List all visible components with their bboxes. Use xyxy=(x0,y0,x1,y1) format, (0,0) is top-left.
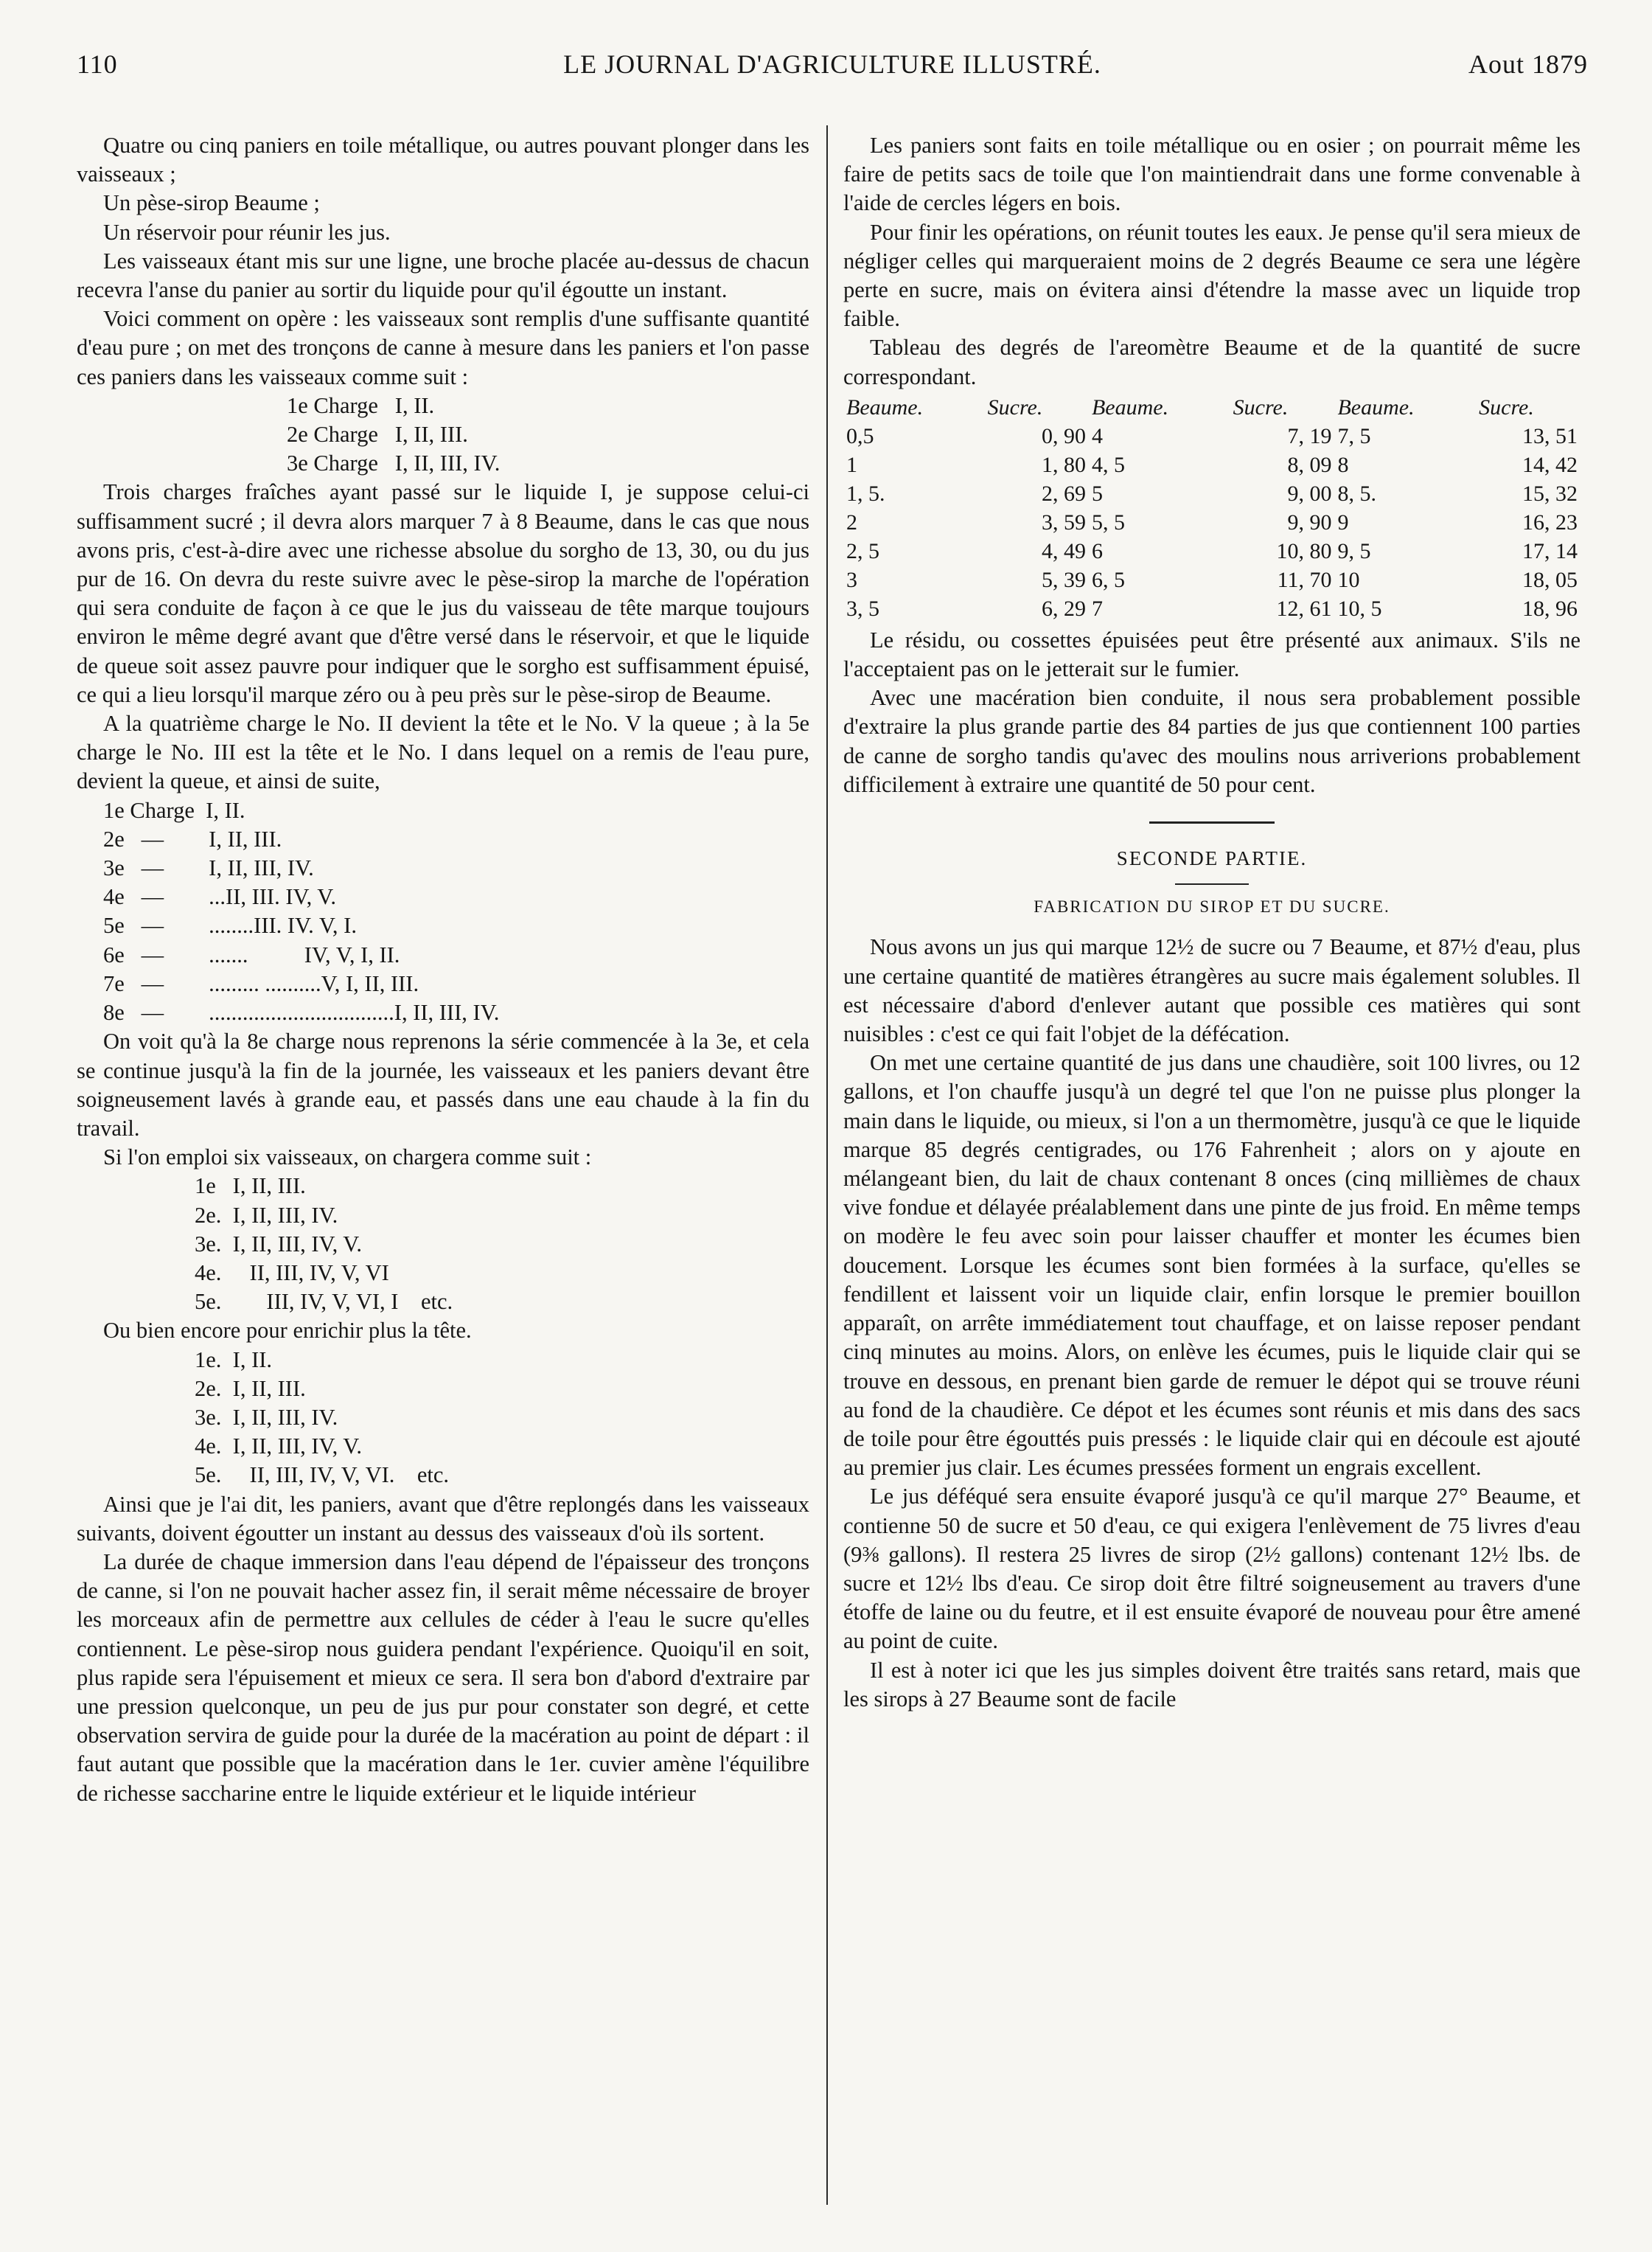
charge-line: 1e Charge I, II. xyxy=(103,797,245,823)
table-cell: 4, 5 xyxy=(1091,452,1125,477)
table-cell: 17, 14 xyxy=(1522,538,1578,563)
paragraph: On voit qu'à la 8e charge nous reprenons la série commencée à la 3e, et cela se continue jusqu'à la fin de la journée, les vaisseaux et les paniers devant être soigneusement lavés à grande eau, et passés dans une eau chaude à la fin du travail. xyxy=(77,1029,809,1141)
section-title: FABRICATION DU SIROP ET DU SUCRE. xyxy=(1034,897,1390,917)
table-cell: 7, 5 xyxy=(1337,423,1371,448)
table-header: Sucre. xyxy=(1479,395,1534,420)
paragraph: Voici comment on opère : les vaisseaux sont remplis d'une suffisante quantité d'eau pure ; on met des tronçons de canne à mesure dans les paniers et l'on passe ces paniers dans les vaisseaux comme suit : xyxy=(77,306,809,389)
table-cell: 10 xyxy=(1337,567,1360,592)
table-cell: 1, 5. xyxy=(846,481,885,506)
page-number: 110 xyxy=(77,49,118,79)
table-cell: 6, 5 xyxy=(1091,567,1125,592)
table-cell: 4 xyxy=(1091,423,1103,448)
charge-line: 4e. I, II, III, IV, V. xyxy=(195,1433,363,1459)
charge-line: 7e — ......... ..........V, I, II, III. xyxy=(103,970,419,996)
table-cell: 18, 96 xyxy=(1522,596,1578,621)
paragraph: Le jus déféqué sera ensuite évaporé jusqu'à ce qu'il marque 27° Beaume, et contienne 50 de sucre et 50 d'eau, ce qui exigera l'enlèvement de 75 livres d'eau (9⅜ gallons). Il restera 25 livres de sirop (2½ gallons) contenant 12½ lbs. de sucre et 12½ lbs d'eau. Ce sirop doit être filtré soigneusement au travers d'une étoffe de laine ou du feutre, et il est ensuite évaporé de nouveau pour être amené au point de cuite. xyxy=(843,1484,1580,1654)
table-header: Beaume. xyxy=(846,395,924,420)
table-cell: 6 xyxy=(1091,538,1103,563)
charge-line: 3e — I, II, III, IV. xyxy=(103,855,314,881)
table-header: Beaume. xyxy=(1337,395,1415,420)
table-cell: 2 xyxy=(846,510,857,535)
paragraph: La durée de chaque immersion dans l'eau dépend de l'épaisseur des tronçons de canne, si l'on ne pouvait hacher assez fin, il serait même nécessaire de broyer les morceaux afin de permettre aux cellules de céder à l'eau le sucre qu'elles contiennent. Le pèse-sirop nous guidera pendant l'expérience. Quoiqu'il en soit, plus rapide sera l'épuisement et mieux ce sera. Il sera bon d'abord d'extraire par une pression quelconque, un peu de jus pur pour constater son degré, et cette observation servira de guide pour la durée de la macération au point de départ : il faut autant que possible que la macération dans le 1er. cuvier amène l'équilibre de richesse saccharine entre le liquide extérieur et le liquide intérieur xyxy=(77,1549,809,1806)
left-column xyxy=(77,131,809,1808)
beaume-sugar-table xyxy=(843,393,1580,623)
paragraph: Ainsi que je l'ai dit, les paniers, avant que d'être replongés dans les vaisseaux suivants, doivent égoutter un instant au dessus des vaisseaux d'où ils sortent. xyxy=(77,1491,809,1546)
table-cell: 1, 80 xyxy=(1041,452,1086,477)
table-cell: 4, 49 xyxy=(1041,538,1086,563)
table-header: Sucre. xyxy=(1233,395,1289,420)
table-row xyxy=(843,537,1580,566)
table-cell: 10, 80 xyxy=(1276,538,1332,563)
table-cell: 15, 32 xyxy=(1522,481,1578,506)
table-cell: 3, 59 xyxy=(1041,510,1086,535)
paragraph: Nous avons un jus qui marque 12½ de sucre ou 7 Beaume, et 87½ d'eau, plus une certaine quantité de matières étrangères au sucre mais également solubles. Il est nécessaire d'abord d'enlever autant que possible ces matières qui sont nuisibles : c'est ce qui fait l'objet de la défécation. xyxy=(843,934,1580,1047)
right-column xyxy=(843,131,1580,1714)
table-row xyxy=(843,479,1580,508)
paragraph: On met une certaine quantité de jus dans une chaudière, soit 100 livres, ou 12 gallons, et l'on chauffe jusqu'à un degré tel que l'on ne puisse plus plonger la main dans le liquide, ou mieux, si l'on a un thermomètre, jusqu'à ce que le liquide marque 85 degrés centigrades, ou 176 Fahrenheit ; alors on y ajoute en mélangeant bien, du lait de chaux contenant 8 onces (cinq millièmes de chaux vive fondue et délayée préalablement dans une pinte de jus froid. En même temps on modère le feu avec soin pour laisser chauffer et monter les écumes bien doucement. Lorsque les écumes sont bien formées à la surface, qu'elles se fendillent et laissent voir un liquide clair, enfin lorsque le premier bouillon apparaît, on arrête immédiatement tout chauffage, et on laisse reposer pendant cinq minutes au moins. Alors, on enlève les écumes, puis le liquide clair qui se trouve en dessous, en prenant bien garde de remuer le dépot qui se trouve réuni au fond de la chaudière. Ce dépot et les écumes sont réunis et mis dans des sacs de toile pour être égouttés puis pressés : le liquide clair qui en découle est ajouté au premier jus clair. Les écumes pressées forment un engrais excellent. xyxy=(843,1050,1580,1481)
charge-line: 5e. II, III, IV, V, VI. etc. xyxy=(195,1462,450,1488)
table-row xyxy=(843,422,1580,451)
charge-line: 1e Charge I, II. xyxy=(287,392,435,418)
paragraph: Les paniers sont faits en toile métallique ou en osier ; on pourrait même les faire de petits sacs de toile que l'on maintiendrait dans une forme convenable à l'aide de cercles légers en bois. xyxy=(843,133,1580,216)
charge-line: 3e. I, II, III, IV, V. xyxy=(195,1231,363,1257)
table-cell: 9, 00 xyxy=(1287,481,1332,506)
table-cell: 12, 61 xyxy=(1276,596,1332,621)
table-cell: 7, 19 xyxy=(1287,423,1332,448)
table-cell: 6, 29 xyxy=(1041,596,1086,621)
charge-line: 2e. I, II, III, IV. xyxy=(195,1202,338,1228)
table-row xyxy=(843,594,1580,623)
charge-line: 1e. I, II. xyxy=(195,1346,273,1372)
charge-line: 1e I, II, III. xyxy=(195,1173,306,1199)
table-cell: 11, 70 xyxy=(1277,567,1332,592)
charge-line: 2e — I, II, III. xyxy=(103,826,282,852)
paragraph: Pour finir les opérations, on réunit toutes les eaux. Je pense qu'il sera mieux de négliger celles qui marqueraient moins de 2 degrés Beaume ce sera une légère perte en sucre, mais on évitera ainsi d'étendre la masse avec un liquide trop faible. xyxy=(843,219,1580,332)
charge-line: 4e. II, III, IV, V, VI xyxy=(195,1259,389,1285)
charge-line: 3e. I, II, III, IV. xyxy=(195,1404,338,1430)
table-cell: 0, 90 xyxy=(1041,423,1086,448)
table-cell: 8 xyxy=(1337,452,1349,477)
table-cell: 9, 5 xyxy=(1337,538,1371,563)
paragraph: Quatre ou cinq paniers en toile métallique, ou autres pouvant plonger dans les vaisseaux ; xyxy=(77,133,809,187)
table-cell: 16, 23 xyxy=(1522,510,1578,535)
table-row xyxy=(843,451,1580,479)
paragraph: Les vaisseaux étant mis sur une ligne, une broche placée au-dessus de chacun recevra l'anse du panier au sortir du liquide pour qu'il égoutte un instant. xyxy=(77,248,809,303)
table-header: Beaume. xyxy=(1091,395,1169,420)
charge-line: 8e — .................................I, II, III, IV. xyxy=(103,1000,500,1026)
paragraph: Le résidu, ou cossettes épuisées peut être présenté aux animaux. S'ils ne l'acceptaient pas on le jetterait sur le fumier. xyxy=(843,627,1580,682)
journal-title: LE JOURNAL D'AGRICULTURE ILLUSTRÉ. xyxy=(563,49,1101,79)
table-cell: 10, 5 xyxy=(1337,596,1382,621)
table-cell: 5, 5 xyxy=(1091,510,1125,535)
charge-line: 4e — ...II, III. IV, V. xyxy=(103,884,336,910)
paragraph: A la quatrième charge le No. II devient la tête et le No. V la queue ; à la 5e charge le No. III est la tête et le No. I dans lequel on a remis de l'eau pure, devient la queue, et ainsi de suite, xyxy=(77,711,809,794)
charge-line: 2e Charge I, II, III. xyxy=(287,422,468,448)
table-header-row xyxy=(843,393,1580,422)
charge-line: 6e — ....... IV, V, I, II. xyxy=(103,942,400,967)
table-cell: 9 xyxy=(1337,510,1349,535)
charge-line: 5e. III, IV, V, VI, I etc. xyxy=(195,1289,453,1315)
table-cell: 2, 5 xyxy=(846,538,879,563)
table-cell: 7 xyxy=(1091,596,1103,621)
table-cell: 9, 90 xyxy=(1287,510,1332,535)
table-cell: 3 xyxy=(846,567,857,592)
section-separator xyxy=(1149,821,1275,824)
table-cell: 1 xyxy=(846,452,857,477)
charge-line: 3e Charge I, II, III, IV. xyxy=(287,451,501,476)
paragraph: Il est à noter ici que les jus simples doivent être traités sans retard, mais que les sirops à 27 Beaume sont de facile xyxy=(843,1657,1580,1711)
page-header xyxy=(77,49,1588,90)
table-cell: 8, 5. xyxy=(1337,481,1376,506)
paragraph: Tableau des degrés de l'areomètre Beaume et de la quantité de sucre correspondant. xyxy=(843,335,1580,389)
table-cell: 13, 51 xyxy=(1522,423,1578,448)
table-cell: 2, 69 xyxy=(1041,481,1086,506)
charge-line: 2e. I, II, III. xyxy=(195,1375,306,1401)
charge-line: 5e — ........III. IV. V, I. xyxy=(103,913,357,939)
paragraph: Si l'on emploi six vaisseaux, on chargera comme suit : xyxy=(103,1144,592,1170)
paragraph: Un pèse-sirop Beaume ; xyxy=(103,190,320,216)
table-cell: 0,5 xyxy=(846,423,874,448)
title-separator xyxy=(1175,883,1249,885)
paragraph: Un réservoir pour réunir les jus. xyxy=(103,219,391,245)
table-header: Sucre. xyxy=(987,395,1043,420)
table-cell: 5 xyxy=(1091,481,1103,506)
table-cell: 8, 09 xyxy=(1287,452,1332,477)
table-cell: 5, 39 xyxy=(1041,567,1086,592)
paragraph: Trois charges fraîches ayant passé sur le liquide I, je suppose celui-ci suffisamment sucré ; il devra alors marquer 7 à 8 Beaume, dans le cas que nous avons pris, c'est-à-dire avec une richesse absolue du sorgho de 13, 30, ou du jus pur de 16. On devra du reste suivre avec le pèse-sirop la marche de l'opération qui sera conduite de façon à ce que le jus du vaisseau de tête marque toujours environ le même degré avant que d'être versé dans le réservoir, et que le liquide de queue soit assez pauvre pour indiquer que le sorgho est suffisamment épuisé, ce qui a lieu lorsqu'il marque zéro ou à peu près sur le pèse-sirop de Beaume. xyxy=(77,479,809,707)
part-title: SECONDE PARTIE. xyxy=(1116,847,1308,870)
issue-date: Aout 1879 xyxy=(1468,49,1588,79)
column-divider xyxy=(826,125,828,2205)
paragraph: Ou bien encore pour enrichir plus la tête. xyxy=(103,1318,472,1344)
table-cell: 3, 5 xyxy=(846,596,879,621)
paragraph: Avec une macération bien conduite, il nous sera probablement possible d'extraire la plus grande partie des 84 parties de jus que contiennent 100 parties de canne de sorgho tandis qu'avec des moulins nous arriverions probablement difficilement à extraire une quantité de 50 pour cent. xyxy=(843,685,1580,797)
table-cell: 14, 42 xyxy=(1522,452,1578,477)
table-row xyxy=(843,566,1580,594)
table-cell: 18, 05 xyxy=(1522,567,1578,592)
table-row xyxy=(843,508,1580,537)
